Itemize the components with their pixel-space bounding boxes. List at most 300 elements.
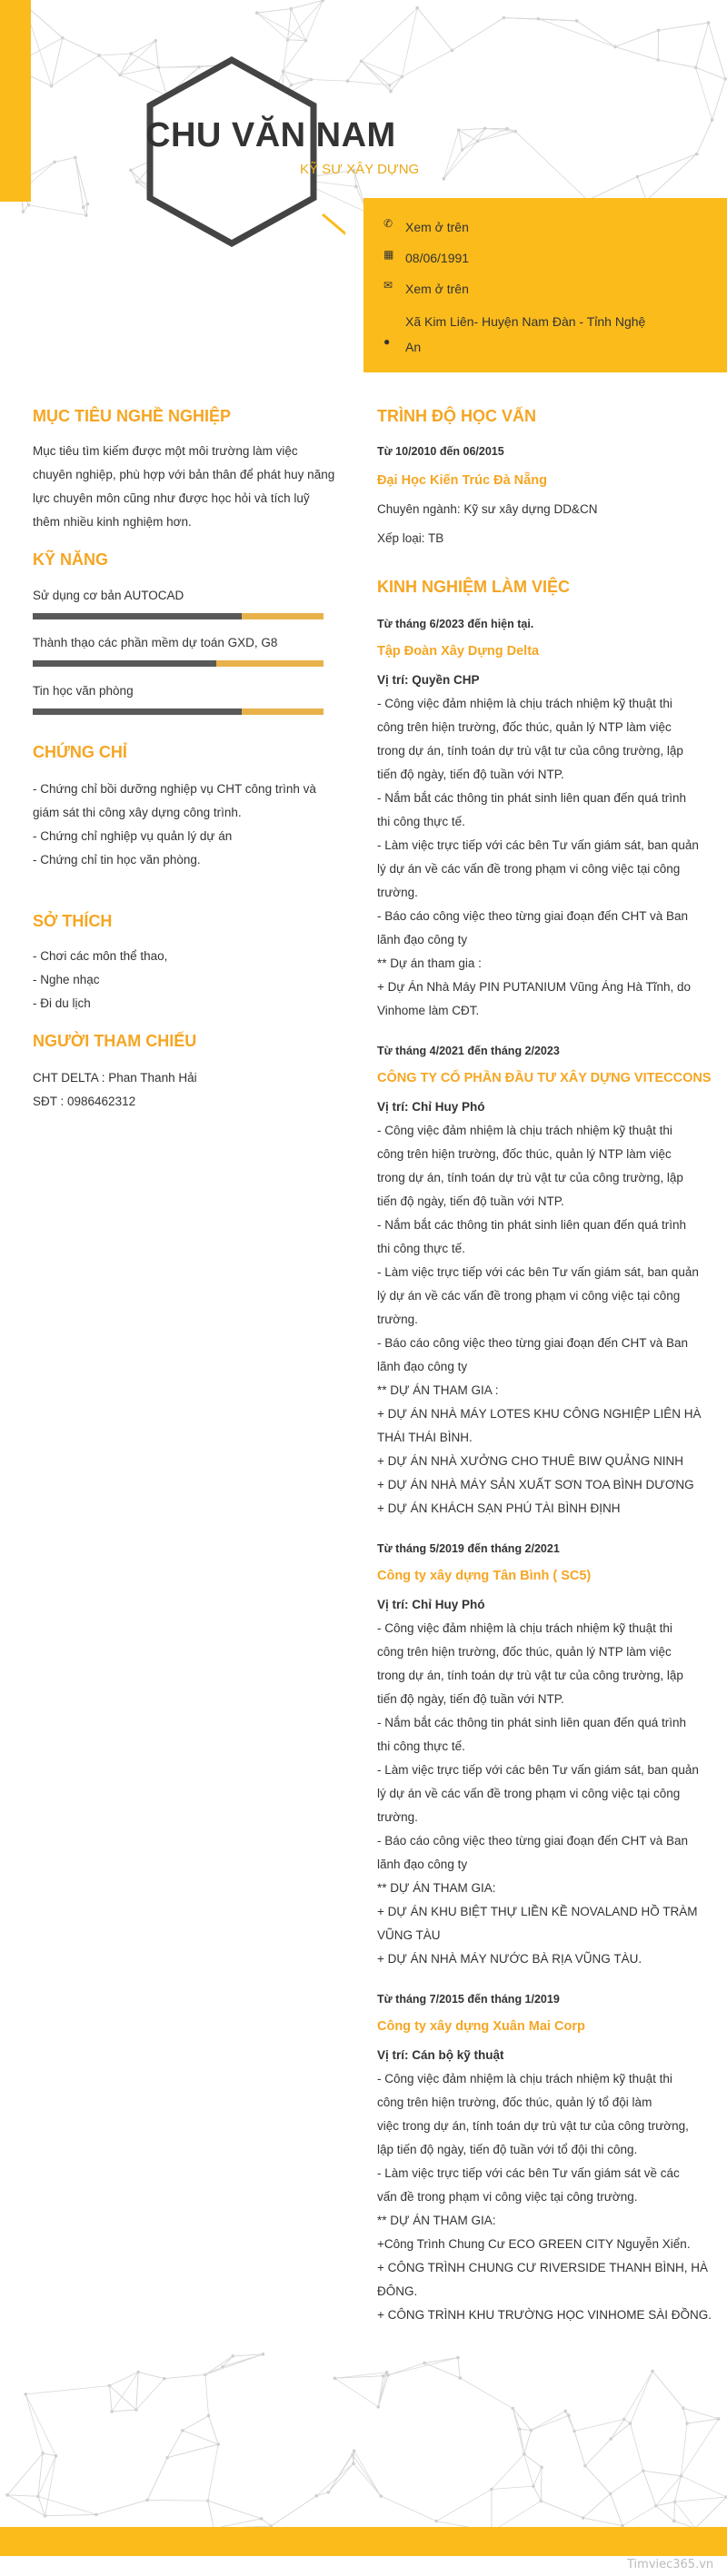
- network-node: [24, 2393, 27, 2396]
- network-line: [362, 61, 403, 76]
- job-position: Vị trí: Chỉ Huy Phó: [377, 1100, 485, 1114]
- network-line: [652, 2372, 683, 2409]
- job-description-line: - Công việc đảm nhiệm là chịu trách nhiệm kỹ thuật thi: [377, 2072, 672, 2086]
- job-company: Công ty xây dựng Xuân Mai Corp: [377, 2019, 585, 2034]
- job-description-line: lãnh đạo công ty: [377, 1858, 468, 1871]
- network-line: [574, 2419, 624, 2431]
- network-line: [52, 55, 99, 86]
- network-node: [573, 2430, 576, 2433]
- job-description-line: + DỰ ÁN NHÀ MÁY SẢN XUẤT SƠN TOA BÌNH DƯƠNG: [377, 1478, 694, 1491]
- network-line: [7, 2453, 43, 2495]
- network-line: [696, 23, 709, 67]
- job-description-line: lý dự án về các vấn đề trong phạm vi công việc tại công: [377, 1787, 681, 1800]
- network-line: [334, 2373, 386, 2379]
- network-line: [659, 23, 709, 30]
- network-line: [99, 54, 131, 55]
- network-line: [205, 2354, 263, 2375]
- job-description-line: vấn đề trong phạm vi công việc tại công trường.: [377, 2190, 638, 2204]
- job-position: Vị trí: Quyền CHP: [377, 673, 480, 687]
- network-line: [205, 2374, 209, 2415]
- network-node: [334, 2377, 337, 2381]
- network-node: [255, 11, 259, 15]
- network-line: [63, 38, 99, 55]
- job-title: KỸ SƯ XÂY DỰNG: [300, 162, 420, 177]
- contact-phone: [383, 214, 705, 240]
- network-line: [291, 0, 323, 8]
- network-line: [316, 2463, 354, 2496]
- network-node: [5, 2493, 9, 2497]
- network-line: [541, 2501, 583, 2518]
- skill-bar: [33, 613, 324, 619]
- job-description-line: trường.: [377, 1313, 418, 1326]
- network-line: [585, 2439, 611, 2466]
- objective-heading: MỤC TIÊU NGHỀ NGHIỆP: [33, 407, 232, 425]
- network-line: [577, 21, 615, 47]
- skill-bar-fill: [33, 660, 216, 667]
- network-line: [164, 2374, 205, 2378]
- network-line: [583, 2493, 611, 2518]
- network-line: [362, 61, 390, 85]
- network-line: [328, 2451, 354, 2492]
- network-line: [538, 19, 615, 47]
- network-line: [436, 2490, 492, 2522]
- job-description-line: tiến độ ngày, tiến độ tuần với NTP.: [377, 1194, 564, 1208]
- network-line: [709, 23, 726, 79]
- network-line: [443, 150, 462, 179]
- network-line: [675, 2502, 696, 2528]
- network-line: [271, 2496, 316, 2526]
- references-text: [33, 1066, 197, 1114]
- address-line-2: An: [405, 340, 422, 354]
- hobby-line: - Đi du lịch: [33, 996, 91, 1010]
- job-period: Từ tháng 6/2023 đến hiện tại.: [377, 618, 534, 630]
- network-line: [391, 76, 402, 91]
- contact-birthday-value: 08/06/1991: [405, 251, 470, 265]
- network-line: [459, 130, 463, 150]
- network-line: [257, 13, 306, 40]
- job-description-line: trong dự án, tính toán dự trù vật tư của công trường, lập: [377, 744, 683, 758]
- job-description-line: + CÔNG TRÌNH KHU TRƯỜNG HỌC VINHOME SÀI ĐỒNG.: [377, 2308, 712, 2322]
- contact-email: [383, 276, 705, 302]
- network-line: [45, 2514, 96, 2515]
- objective-line: lực chuyên môn cũng như được học hỏi và tích luỹ: [33, 491, 310, 505]
- network-line: [348, 61, 362, 81]
- job-description-line: ** DỰ ÁN THAM GIA:: [377, 1881, 496, 1895]
- network-line: [681, 2476, 726, 2497]
- network-line: [615, 46, 658, 60]
- network-node: [389, 90, 393, 94]
- network-node: [346, 79, 350, 83]
- watermark: Timviec365.vn: [627, 2558, 714, 2571]
- education-block: [377, 440, 597, 550]
- network-line: [7, 2495, 45, 2516]
- job-description-line: tiến độ ngày, tiến độ tuần với NTP.: [377, 768, 564, 781]
- network-line: [492, 2454, 524, 2490]
- job-description-line: thi công thực tế.: [377, 815, 465, 828]
- network-line: [524, 2454, 533, 2486]
- network-node: [97, 54, 101, 57]
- network-line: [588, 176, 638, 200]
- network-line: [208, 2444, 218, 2501]
- network-node: [672, 2520, 676, 2523]
- job-description-line: lãnh đạo công ty: [377, 933, 468, 946]
- network-node: [532, 2484, 535, 2488]
- network-line: [424, 2358, 458, 2363]
- job-company: Công ty xây dựng Tân Bình ( SC5): [377, 1569, 592, 1583]
- job-description-line: công trên hiện trường, đốc thúc, quản lý NTP làm việc: [377, 1147, 672, 1161]
- network-line: [354, 2463, 381, 2496]
- network-node: [711, 118, 714, 122]
- network-line: [524, 2431, 532, 2454]
- job-description-line: + DỰ ÁN NHÀ XƯỞNG CHO THUÊ BIW QUẢNG NINH: [377, 1454, 684, 1468]
- job-period: Từ tháng 7/2015 đến tháng 1/2019: [377, 1993, 560, 2006]
- network-line: [306, 0, 324, 40]
- network-node: [385, 2371, 389, 2374]
- objective-line: chuyên nghiệp, phù hợp với bản thân để phát huy năng: [33, 468, 335, 481]
- network-node: [82, 205, 85, 209]
- network-line: [531, 2415, 568, 2430]
- contact-address: [383, 309, 705, 360]
- network-line: [520, 2429, 524, 2454]
- certificate-line: - Chứng chỉ bồi dưỡng nghiệp vụ CHT công trình và: [33, 782, 316, 796]
- network-line: [696, 67, 726, 79]
- job-description-line: + DỰ ÁN NHÀ MÁY LOTES KHU CÔNG NGHIỆP LIÊN HÀ: [377, 1407, 702, 1421]
- job-description-line: Vinhome làm CĐT.: [377, 1004, 480, 1017]
- network-line: [147, 2500, 208, 2501]
- network-line: [183, 2416, 209, 2431]
- address-line-1: Xã Kim Liên- Huyện Nam Đàn - Tỉnh Nghệ: [405, 314, 646, 329]
- certificate-line: giám sát thi công xây dựng công trình.: [33, 806, 242, 819]
- skill-label: Thành thạo các phần mềm dự toán GXD, G8: [33, 636, 278, 649]
- job-description-line: trong dự án, tính toán dự trù vật tư của công trường, lập: [377, 1669, 683, 1682]
- network-line: [696, 67, 712, 120]
- network-node: [415, 6, 419, 10]
- network-node: [216, 2442, 220, 2446]
- job-description-line: THÁI THÁI BÌNH.: [377, 1431, 473, 1444]
- network-line: [86, 204, 87, 215]
- network-line: [288, 40, 306, 41]
- job-description-line: - Làm việc trực tiếp với các bên Tư vấn giám sát, ban quản: [377, 838, 699, 852]
- job-position: Vị trí: Cán bộ kỹ thuật: [377, 2048, 504, 2062]
- hexagon-frame: [136, 53, 345, 262]
- envelope-icon: ✉: [383, 279, 393, 292]
- job-description-line: thi công thực tế.: [377, 1242, 465, 1255]
- job-description-line: trong dự án, tính toán dự trù vật tư của công trường, lập: [377, 1171, 683, 1184]
- phone-icon: ✆: [383, 217, 393, 230]
- job-position: Vị trí: Chỉ Huy Phó: [377, 1598, 485, 1611]
- network-line: [136, 2373, 138, 2410]
- job-description-line: - Làm việc trực tiếp với các bên Tư vấn giám sát về các: [377, 2166, 680, 2180]
- network-line: [611, 2423, 630, 2439]
- network-line: [378, 2373, 386, 2407]
- job-description-line: - Nắm bắt các thông tin phát sinh liên quan đến quá trình: [377, 1218, 686, 1232]
- network-line: [147, 2458, 167, 2501]
- job-description-line: - Công việc đảm nhiệm là chịu trách nhiệm kỹ thuật thi: [377, 1621, 672, 1635]
- contact-birthday: [383, 245, 705, 271]
- network-node: [314, 2494, 318, 2498]
- job-description-line: tiến độ ngày, tiến độ tuần với NTP.: [377, 1692, 564, 1706]
- references-heading: NGƯỜI THAM CHIẾU: [33, 1032, 197, 1050]
- reference-line: SĐT : 0986462312: [33, 1095, 136, 1108]
- education-rank: Xếp loại: TB: [377, 531, 444, 545]
- job-description-line: - Làm việc trực tiếp với các bên Tư vấn giám sát, ban quản: [377, 1265, 699, 1279]
- skill-bar-fill: [33, 708, 242, 715]
- job-description-line: trường.: [377, 886, 418, 899]
- contact-phone-value: Xem ở trên: [405, 220, 469, 234]
- job-description-line: - Nắm bắt các thông tin phát sinh liên quan đến quá trình: [377, 791, 686, 805]
- network-line: [257, 9, 292, 14]
- network-node: [651, 2370, 654, 2373]
- header-network-pattern: [0, 0, 727, 218]
- job-period: Từ tháng 4/2021 đến tháng 2/2023: [377, 1045, 560, 1057]
- skills-heading: KỸ NĂNG: [33, 550, 109, 569]
- network-line: [585, 2466, 611, 2494]
- network-line: [288, 9, 292, 40]
- footer-accent-bar: [0, 2527, 727, 2556]
- contact-address-value: [405, 309, 705, 360]
- network-line: [611, 2493, 622, 2525]
- network-line: [390, 76, 403, 84]
- network-line: [643, 2471, 656, 2506]
- job-description-line: + Dự Án Nhà Máy PIN PUTANIUM Vũng Áng Hà Tĩnh, do: [377, 980, 692, 994]
- job-description-line: ĐÔNG.: [377, 2284, 418, 2298]
- network-line: [112, 2410, 136, 2412]
- network-line: [565, 2411, 574, 2431]
- hobby-line: - Chơi các môn thể thao,: [33, 949, 168, 963]
- objective-text: [33, 440, 334, 534]
- network-line: [402, 50, 452, 76]
- network-line: [205, 2356, 233, 2375]
- skill-bar: [33, 660, 324, 667]
- job-description-line: + CÔNG TRÌNH CHUNG CƯ RIVERSIDE THANH BÌNH, HÀ: [377, 2261, 708, 2274]
- network-line: [45, 2456, 56, 2516]
- network-line: [55, 157, 75, 162]
- header-accent-bar: [0, 0, 31, 202]
- network-node: [379, 2494, 383, 2498]
- network-line: [460, 2378, 513, 2409]
- job-description-line: +Công Trình Chung Cư ECO GREEN CITY Nguyễn Xiển.: [377, 2237, 691, 2251]
- education-period: Từ 10/2010 đến 06/2015: [377, 445, 504, 458]
- objective-line: thêm nhiều kinh nghiệm hơn.: [33, 515, 192, 529]
- certificates-text: [33, 778, 316, 872]
- network-line: [354, 2451, 381, 2496]
- job-description-line: thi công thực tế.: [377, 1739, 465, 1753]
- network-line: [533, 2467, 542, 2486]
- job-description-line: công trên hiện trường, đốc thúc, quản lý NTP làm việc: [377, 720, 672, 734]
- calendar-icon: ▦: [383, 248, 394, 261]
- job-description-line: lập tiến độ ngày, tiến độ tuần với tổ đội thi công.: [377, 2143, 638, 2156]
- certificate-line: - Chứng chỉ tin học văn phòng.: [33, 853, 201, 867]
- network-line: [443, 141, 477, 178]
- network-node: [110, 2410, 114, 2413]
- certificates-heading: CHỨNG CHỈ: [33, 743, 127, 761]
- network-line: [291, 9, 305, 41]
- network-line: [38, 2456, 56, 2497]
- network-node: [53, 161, 56, 164]
- network-line: [675, 2497, 727, 2502]
- network-line: [643, 2471, 682, 2476]
- job-company: CÔNG TY CỔ PHẦN ĐẦU TƯ XÂY DỰNG VITECCONS: [377, 1071, 712, 1085]
- network-line: [541, 2467, 542, 2501]
- job-description-line: + DỰ ÁN KHU BIỆT THỰ LIỀN KỀ NOVALAND HỒ TRÀM: [377, 1905, 698, 1918]
- network-line: [110, 2385, 136, 2409]
- network-node: [207, 2414, 211, 2418]
- network-line: [656, 2506, 674, 2522]
- network-line: [683, 2408, 719, 2419]
- hobbies-heading: SỞ THÍCH: [33, 912, 113, 930]
- network-node: [707, 21, 711, 25]
- experience-heading: KINH NGHIỆM LÀM VIỆC: [377, 578, 571, 596]
- objective-line: Mục tiêu tìm kiếm được một môi trường làm việc: [33, 444, 298, 458]
- network-line: [695, 2497, 726, 2528]
- network-line: [646, 154, 696, 201]
- job-description-line: lý dự án về các vấn đề trong phạm vi công việc tại công: [377, 1289, 681, 1303]
- network-node: [262, 2353, 265, 2356]
- job-description-line: - Công việc đảm nhiệm là chịu trách nhiệm kỹ thuật thi: [377, 1124, 672, 1137]
- job-description-line: lý dự án về các vấn đề trong phạm vi công việc tại công: [377, 862, 681, 876]
- network-line: [43, 2453, 55, 2456]
- job-description-line: - Báo cáo công việc theo từng giai đoạn đến CHT và Ban: [377, 1336, 689, 1350]
- experience-job: [377, 1039, 712, 1521]
- network-line: [388, 2363, 424, 2375]
- job-description-line: công trên hiện trường, đốc thúc, quản lý tổ đội làm: [377, 2095, 652, 2109]
- skill-bar-fill: [33, 613, 242, 619]
- network-line: [52, 38, 63, 86]
- network-line: [631, 2372, 653, 2424]
- job-description-line: việc trong dự án, tính toán dự trù vật tư của công trường,: [377, 2119, 689, 2133]
- network-line: [687, 2419, 719, 2423]
- contact-box: [364, 198, 727, 372]
- job-description-line: trường.: [377, 1810, 418, 1824]
- experience-job: [377, 1987, 712, 2327]
- job-description-line: lãnh đạo công ty: [377, 1360, 468, 1373]
- location-pin-icon: ●: [383, 335, 391, 348]
- hobby-line: - Nghe nhạc: [33, 973, 100, 986]
- network-line: [697, 120, 712, 154]
- network-line: [515, 132, 588, 201]
- network-node: [145, 2499, 149, 2502]
- network-line: [96, 2500, 147, 2514]
- job-company: Tập Đoàn Xây Dựng Delta: [377, 644, 540, 659]
- education-major: Chuyên ngành: Kỹ sư xây dựng DD&CN: [377, 502, 598, 516]
- job-period: Từ tháng 5/2019 đến tháng 2/2021: [377, 1542, 560, 1555]
- network-line: [381, 2496, 436, 2521]
- network-line: [583, 2518, 622, 2526]
- reference-line: CHT DELTA : Phan Thanh Hải: [33, 1071, 197, 1085]
- network-line: [631, 2423, 643, 2471]
- network-line: [29, 205, 86, 215]
- network-node: [442, 177, 445, 181]
- job-description-line: ** DỰ ÁN THAM GIA :: [377, 1383, 499, 1397]
- network-line: [520, 2429, 532, 2430]
- contact-email-value: Xem ở trên: [405, 282, 469, 296]
- network-line: [658, 60, 695, 67]
- network-node: [717, 2417, 721, 2421]
- network-node: [353, 2450, 356, 2453]
- network-line: [458, 2358, 460, 2378]
- network-line: [637, 154, 696, 177]
- network-line: [459, 128, 485, 130]
- education-heading: TRÌNH ĐỘ HỌC VẤN: [377, 407, 536, 425]
- network-line: [615, 30, 659, 46]
- network-line: [492, 2486, 533, 2489]
- network-node: [354, 185, 358, 189]
- skill-label: Tin học văn phòng: [33, 684, 134, 698]
- hobbies-text: [33, 945, 167, 1016]
- network-line: [208, 2501, 262, 2519]
- job-description-line: - Công việc đảm nhiệm là chịu trách nhiệm kỹ thuật thi: [377, 697, 672, 710]
- network-line: [533, 2486, 541, 2501]
- network-node: [563, 2410, 567, 2413]
- network-line: [328, 2463, 354, 2492]
- job-description-line: + DỰ ÁN KHÁCH SẠN PHÚ TÀI BÌNH ĐỊNH: [377, 1501, 621, 1515]
- network-line: [167, 2444, 218, 2458]
- network-line: [452, 18, 503, 51]
- network-line: [402, 8, 417, 77]
- network-line: [424, 2363, 460, 2378]
- job-description-line: - Báo cáo công việc theo từng giai đoạn đến CHT và Ban: [377, 1834, 689, 1848]
- network-line: [674, 2502, 675, 2521]
- network-line: [459, 130, 478, 141]
- footer-network-pattern: [0, 2353, 727, 2534]
- network-line: [138, 2373, 164, 2379]
- network-node: [55, 2454, 58, 2458]
- network-line: [262, 2519, 272, 2526]
- network-line: [167, 2431, 183, 2458]
- network-line: [524, 2454, 542, 2467]
- job-description-line: công trên hiện trường, đốc thúc, quản lý NTP làm việc: [377, 1645, 672, 1659]
- network-line: [257, 13, 288, 40]
- network-node: [537, 17, 541, 21]
- network-line: [99, 55, 120, 74]
- network-line: [624, 2372, 652, 2420]
- network-line: [183, 2431, 218, 2444]
- network-line: [622, 2506, 656, 2526]
- education-school: Đại Học Kiến Trúc Đà Nẵng: [377, 473, 547, 488]
- network-line: [288, 0, 324, 39]
- job-description-line: - Nắm bắt các thông tin phát sinh liên quan đến quá trình: [377, 1716, 686, 1729]
- network-line: [574, 2431, 585, 2465]
- network-line: [25, 2385, 109, 2393]
- job-description-line: VŨNG TÀU: [377, 1928, 441, 1942]
- job-description-line: + DỰ ÁN NHÀ MÁY NƯỚC BÀ RỊA VŨNG TÀU.: [377, 1952, 642, 1966]
- network-node: [629, 2422, 632, 2425]
- job-description-line: - Làm việc trực tiếp với các bên Tư vấn giám sát, ban quản: [377, 1763, 699, 1777]
- certificate-line: - Chứng chỉ nghiệp vụ quản lý dự án: [33, 829, 233, 843]
- network-line: [136, 2379, 164, 2410]
- network-node: [129, 169, 133, 173]
- job-description-line: ** Dự án tham gia :: [377, 956, 482, 970]
- network-line: [7, 2495, 38, 2496]
- network-line: [353, 2455, 381, 2496]
- network-line: [334, 2378, 378, 2406]
- network-line: [362, 8, 418, 62]
- network-line: [417, 8, 452, 51]
- network-line: [712, 79, 726, 120]
- network-line: [120, 54, 131, 74]
- candidate-name: CHU VĂN NAM: [145, 116, 396, 154]
- skill-bar: [33, 708, 324, 715]
- network-line: [611, 2471, 643, 2493]
- network-node: [483, 127, 487, 131]
- network-line: [131, 41, 155, 54]
- skill-label: Sử dụng cơ bản AUTOCAD: [33, 589, 184, 602]
- network-line: [362, 61, 391, 91]
- network-line: [637, 176, 646, 200]
- network-line: [208, 2416, 218, 2444]
- network-line: [538, 19, 576, 21]
- network-line: [208, 2501, 214, 2529]
